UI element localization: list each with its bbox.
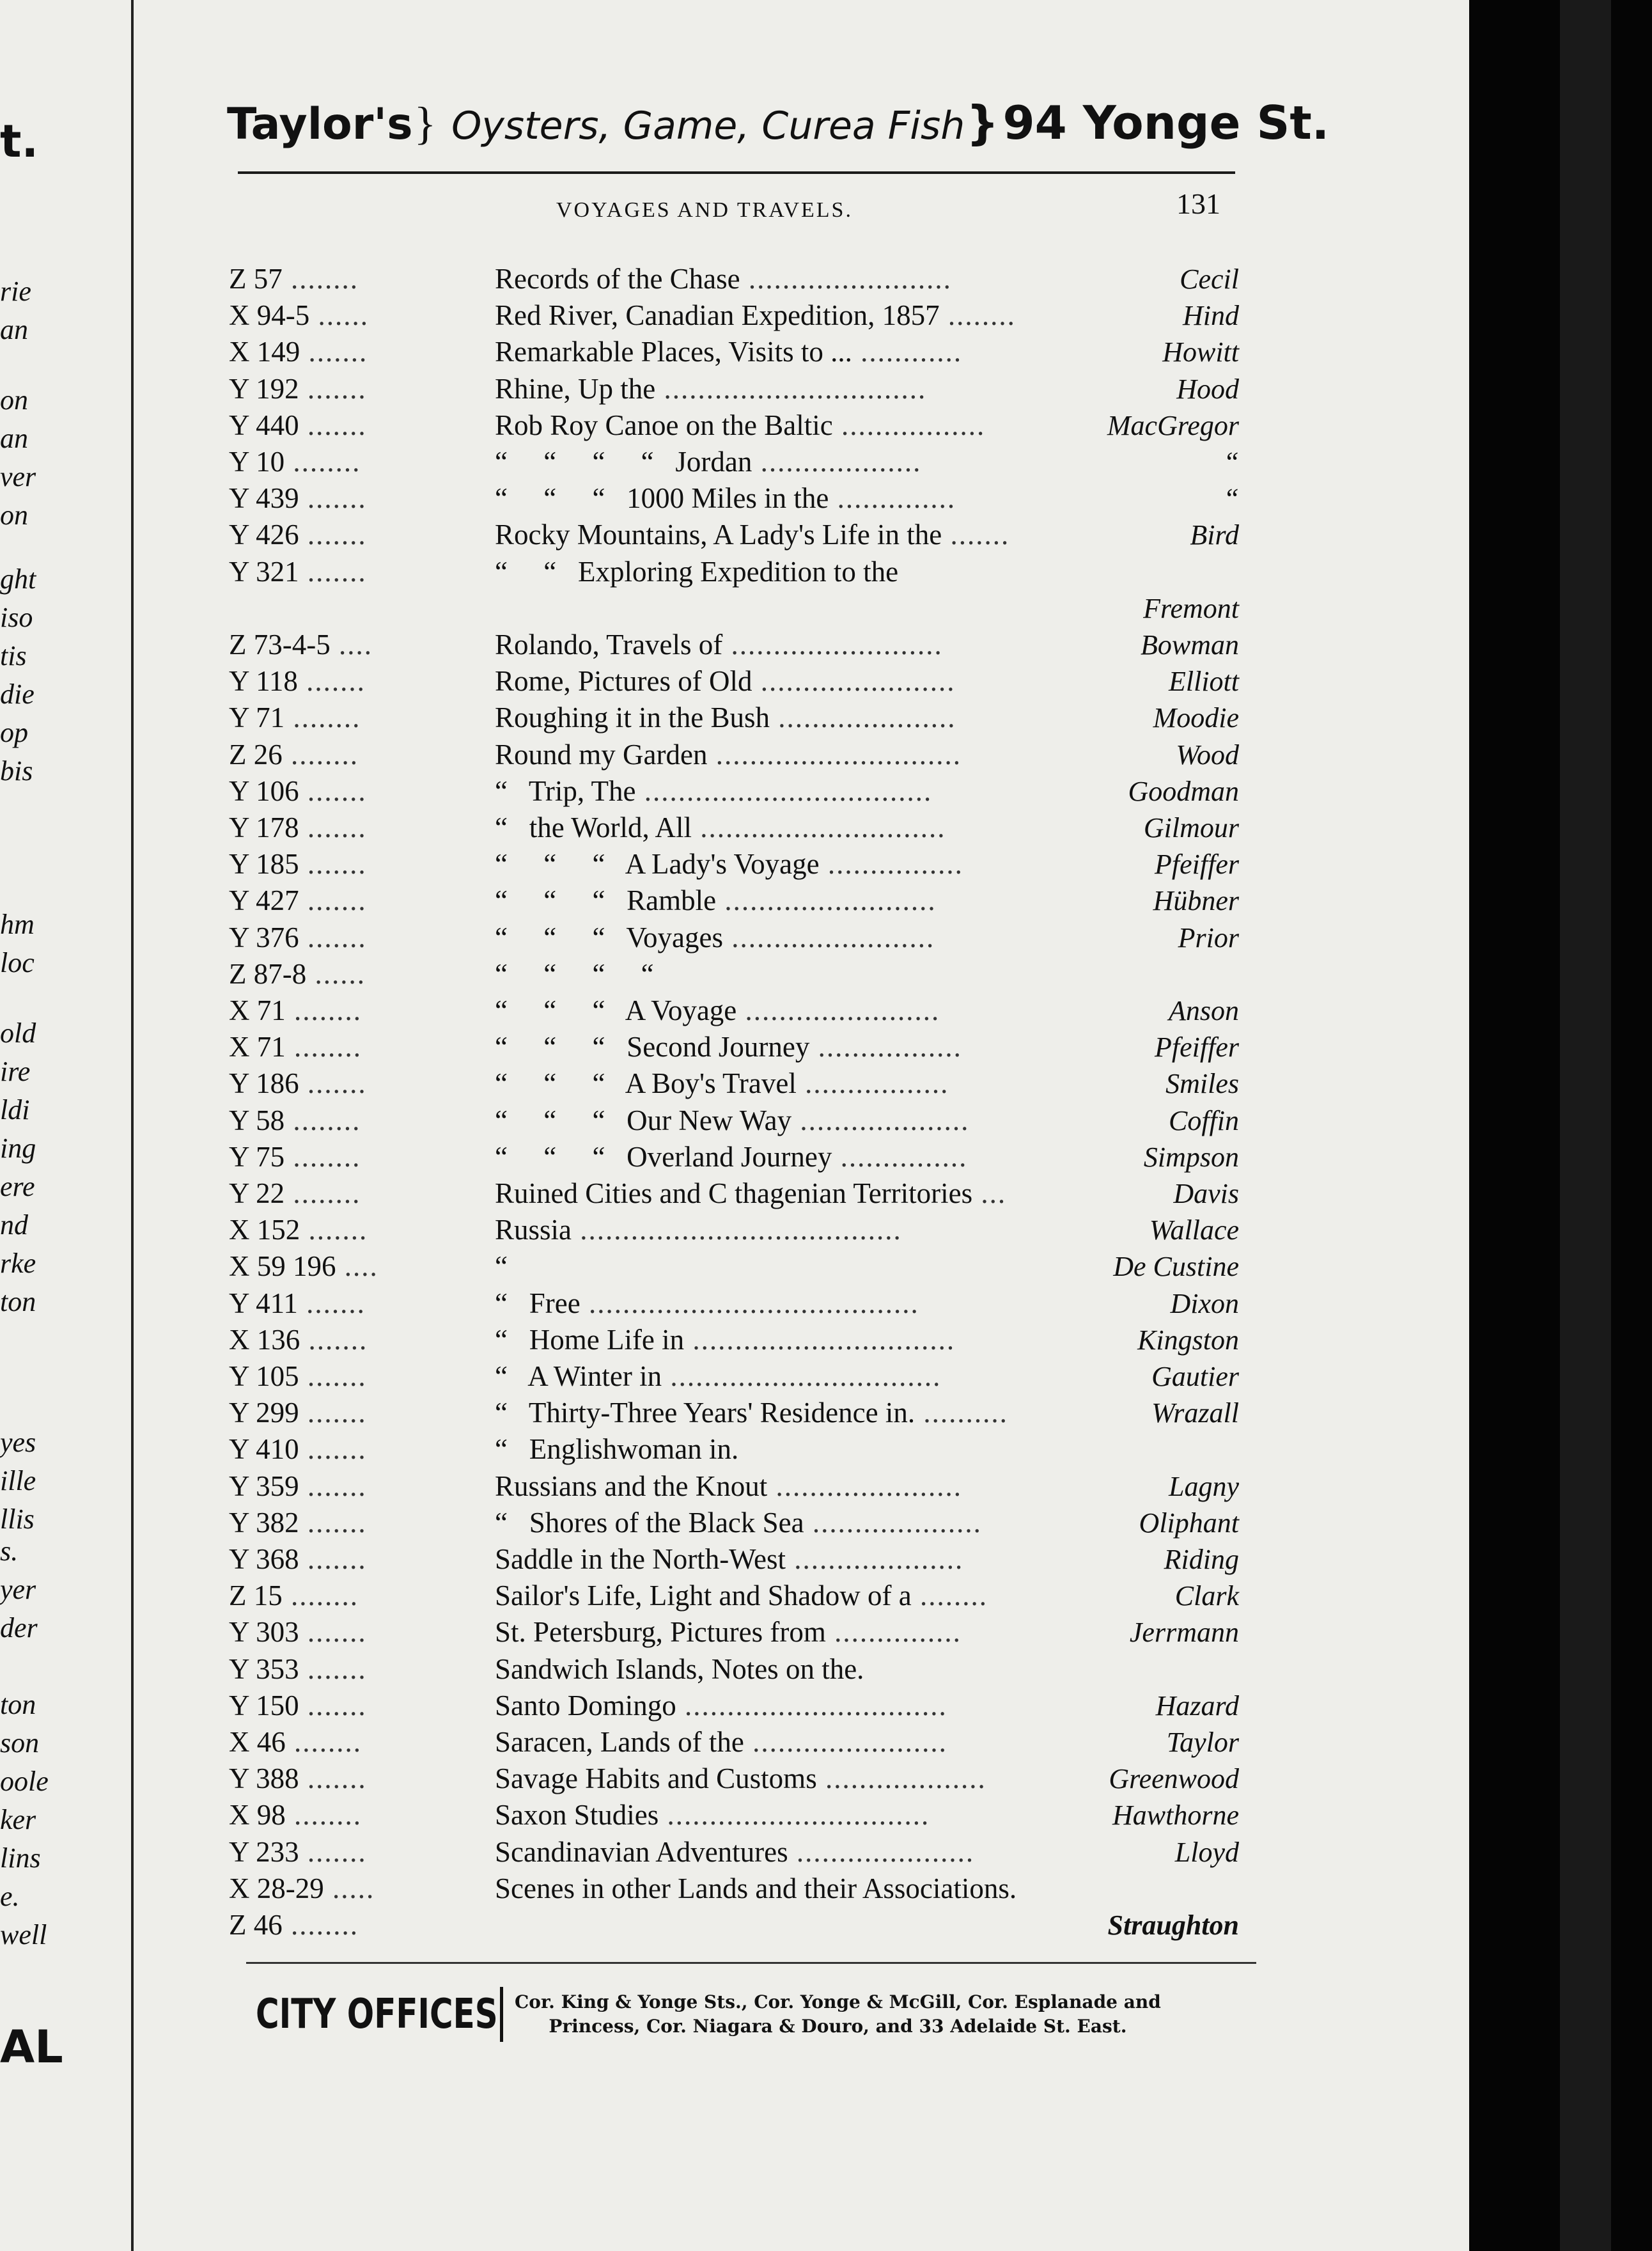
- entry-title: Saxon Studies ...............................: [495, 1799, 930, 1831]
- catalog-entry: [229, 1210, 1239, 1246]
- margin-fragment: yes: [0, 1427, 36, 1458]
- catalog-entry: [229, 1429, 1239, 1466]
- catalog-entry: [229, 1832, 1239, 1869]
- entry-title: Sandwich Islands, Notes on the.: [495, 1653, 864, 1685]
- call-number: Y 376 .......: [229, 922, 367, 953]
- margin-fragment: ire: [0, 1056, 31, 1087]
- call-number: Y 368 .......: [229, 1543, 367, 1575]
- entry-author: Gilmour: [1143, 812, 1239, 843]
- margin-fragment: ton: [0, 1286, 36, 1317]
- call-number: Z 15 ........: [229, 1580, 359, 1612]
- catalog-entry: [229, 478, 1239, 515]
- call-number: Y 192 .......: [229, 373, 367, 405]
- ditto-marks: “ “ “ “: [495, 958, 676, 990]
- entry-author: Moodie: [1153, 702, 1239, 733]
- entry-title: “ “ Exploring Expedition to the: [495, 556, 899, 588]
- call-number: Y 71 ........: [229, 702, 361, 733]
- call-number: Y 321 .......: [229, 556, 367, 588]
- entry-author: Clark: [1174, 1580, 1239, 1612]
- ditto-marks: “ “ “: [495, 1104, 627, 1136]
- ditto-marks: “ “ “: [495, 848, 625, 880]
- entry-author: Smiles: [1165, 1068, 1239, 1099]
- ditto-marks: “: [495, 1287, 529, 1319]
- call-number: Y 440 .......: [229, 409, 367, 441]
- call-number: Y 439 .......: [229, 482, 367, 514]
- entry-title: Savage Habits and Customs ...................: [495, 1762, 986, 1794]
- call-number: Y 299 .......: [229, 1397, 367, 1429]
- entry-title: Russians and the Knout ......................: [495, 1470, 962, 1502]
- call-number: Y 118 .......: [229, 665, 366, 697]
- margin-fragment: tis: [0, 640, 27, 671]
- catalog-entry: [229, 1466, 1239, 1503]
- entry-author: Taylor: [1166, 1727, 1239, 1758]
- catalog-entry: [229, 1101, 1239, 1137]
- catalog-entry: [229, 515, 1239, 551]
- entry-author: Kingston: [1137, 1324, 1239, 1356]
- call-number: Z 26 ........: [229, 739, 359, 771]
- header-address: }94 Yonge St.: [966, 96, 1330, 150]
- catalog-entry: [229, 405, 1239, 442]
- entry-author: De Custine: [1113, 1251, 1239, 1282]
- ditto-marks: “ “ “: [495, 1141, 627, 1173]
- entry-title: “ A Winter in ................................: [495, 1360, 942, 1392]
- call-number: X 136 .......: [229, 1324, 368, 1356]
- call-number: Y 359 .......: [229, 1470, 367, 1502]
- call-number: X 94-5 ......: [229, 299, 369, 331]
- margin-fragment: der: [0, 1612, 38, 1643]
- entry-title: “ “ “ A Lady's Voyage ................: [495, 848, 963, 880]
- call-number: Y 185 .......: [229, 848, 367, 880]
- entry-title: Sailor's Life, Light and Shadow of a ........: [495, 1580, 988, 1612]
- entry-title: Rolando, Travels of .........................: [495, 629, 943, 661]
- margin-fragment: s.: [0, 1535, 19, 1567]
- entry-author: Pfeiffer: [1155, 849, 1239, 880]
- ditto-marks: “ “ “ “: [495, 446, 676, 478]
- call-number: X 59 196 ....: [229, 1250, 378, 1282]
- margin-fragment: lins: [0, 1842, 41, 1874]
- margin-fragment: rie: [0, 276, 31, 307]
- catalog-entry: [229, 1356, 1239, 1393]
- call-number: Y 388 .......: [229, 1762, 367, 1794]
- entry-title: Scandinavian Adventures .....................: [495, 1836, 975, 1868]
- entry-title: Saddle in the North-West ....................: [495, 1543, 964, 1575]
- entry-title: Rob Roy Canoe on the Baltic .................: [495, 409, 986, 441]
- ditto-marks: “: [495, 812, 529, 843]
- entry-title: “ “ “ A Voyage .......................: [495, 994, 940, 1026]
- margin-fragment: rke: [0, 1248, 36, 1279]
- entry-author: “: [1223, 446, 1239, 478]
- ditto-marks: “: [495, 1433, 529, 1465]
- call-number: Y 58 ........: [229, 1104, 361, 1136]
- ditto-marks: “ “ “: [495, 922, 627, 953]
- entry-author: Wood: [1176, 739, 1239, 771]
- page-footer-advertisement: [256, 1976, 1266, 2053]
- entry-title: Scenes in other Lands and their Associations.: [495, 1872, 1017, 1904]
- entry-author: Wrazall: [1151, 1397, 1239, 1429]
- call-number: X 46 ........: [229, 1726, 362, 1758]
- footer-address-line-2: Princess, Cor. Niagara & Douro, and 33 Adelaide St. East.: [549, 2016, 1127, 2037]
- call-number: Y 411 .......: [229, 1287, 366, 1319]
- margin-fragment: old: [0, 1017, 36, 1049]
- call-number: Y 106 .......: [229, 775, 367, 807]
- catalog-entry: [229, 1063, 1239, 1100]
- entry-author: Straughton: [1107, 1910, 1239, 1941]
- catalog-entry: [229, 808, 1239, 844]
- entry-title: Roughing it in the Bush .....................: [495, 702, 956, 733]
- margin-fragment: AL: [0, 2021, 63, 2073]
- entry-title: “ “ “ Overland Journey ...............: [495, 1141, 968, 1173]
- catalog-entry: [229, 1539, 1239, 1576]
- call-number: Z 46 ........: [229, 1909, 359, 1941]
- entry-title: Rhine, Up the ...............................: [495, 373, 927, 405]
- call-number: Y 186 .......: [229, 1067, 367, 1099]
- entry-title: Remarkable Places, Visits to ... ............: [495, 336, 963, 368]
- margin-fragment: ver: [0, 461, 36, 492]
- margin-fragment: ton: [0, 1689, 36, 1720]
- scan-page-edge: [1560, 0, 1611, 2251]
- page-number: 131: [1176, 187, 1220, 220]
- ditto-marks: “: [495, 775, 529, 807]
- catalog-entry: [229, 332, 1239, 368]
- header-brace: }: [414, 98, 437, 149]
- catalog-entry: [229, 1612, 1239, 1649]
- margin-fragment: llis: [0, 1503, 35, 1535]
- margin-fragment: t.: [0, 115, 39, 168]
- margin-fragment: e.: [0, 1881, 20, 1912]
- entry-author: Coffin: [1168, 1105, 1239, 1136]
- entry-title: “ “ “ Second Journey .................: [495, 1031, 962, 1063]
- entry-author: Gautier: [1151, 1361, 1239, 1392]
- entry-author: Lloyd: [1174, 1837, 1239, 1868]
- catalog-entry: [229, 1246, 1239, 1283]
- margin-fragment: an: [0, 423, 28, 454]
- ditto-marks: “: [495, 1397, 529, 1429]
- margin-fragment: oole: [0, 1766, 49, 1797]
- entry-author: Simpson: [1143, 1141, 1239, 1173]
- entry-author: Bird: [1190, 519, 1239, 551]
- entry-title: “ “ “ Voyages ........................: [495, 922, 935, 953]
- call-number: Z 87-8 ......: [229, 958, 366, 990]
- catalog-entry: [229, 771, 1239, 808]
- entry-title: “ Thirty-Three Years' Residence in. ..........: [495, 1397, 1008, 1429]
- catalog-entry: [229, 881, 1239, 917]
- catalog-entry: [229, 295, 1239, 332]
- entry-title: “ “ “ Ramble .........................: [495, 884, 937, 916]
- entry-title: “ the World, All .............................: [495, 812, 946, 843]
- entry-title: “ “ “ Our New Way ....................: [495, 1104, 970, 1136]
- catalog-entry: [229, 954, 1239, 991]
- call-number: Y 105 .......: [229, 1360, 367, 1392]
- entry-title: Ruined Cities and C thagenian Territories ...: [495, 1177, 1007, 1209]
- margin-fragment: loc: [0, 947, 35, 978]
- section-title: VOYAGES AND TRAVELS.: [556, 198, 853, 222]
- catalog-entry: [229, 552, 1239, 588]
- catalog-entry: [229, 625, 1239, 661]
- call-number: X 149 .......: [229, 336, 368, 368]
- margin-fragment: on: [0, 499, 28, 531]
- call-number: Y 75 ........: [229, 1141, 361, 1173]
- entry-author: Cecil: [1180, 263, 1239, 295]
- call-number: X 71 ........: [229, 1031, 362, 1063]
- entry-author: Pfeiffer: [1155, 1031, 1239, 1063]
- entry-title: “ Home Life in ...............................: [495, 1324, 956, 1356]
- margin-fragment: ght: [0, 563, 36, 595]
- footer-label: CITY OFFICES: [256, 1991, 498, 2038]
- entry-author: Anson: [1169, 995, 1239, 1026]
- catalog-entry: [229, 369, 1239, 405]
- entry-title: “ Shores of the Black Sea ....................: [495, 1507, 982, 1539]
- ditto-marks: “ “ “: [495, 994, 625, 1026]
- catalog-entry: [229, 588, 1239, 625]
- catalog-entry: [229, 442, 1239, 478]
- call-number: Y 353 .......: [229, 1653, 367, 1685]
- catalog-entry: [229, 991, 1239, 1027]
- entry-author: Hübner: [1153, 885, 1239, 916]
- entry-title: “ “ “ “ Jordan ...................: [495, 446, 922, 478]
- catalog-entry: [229, 259, 1239, 295]
- catalog-entry: [229, 1905, 1239, 1941]
- call-number: Y 382 .......: [229, 1507, 367, 1539]
- entry-title: Rome, Pictures of Old .......................: [495, 665, 956, 697]
- entry-author: Greenwood: [1109, 1763, 1239, 1794]
- entry-author: Davis: [1173, 1178, 1239, 1209]
- margin-fragment: ere: [0, 1171, 35, 1202]
- ditto-marks: “ “ “: [495, 884, 627, 916]
- footer-divider: [500, 1987, 503, 2042]
- catalog-entry: [229, 1722, 1239, 1759]
- entry-title: Saracen, Lands of the .......................: [495, 1726, 947, 1758]
- entry-title: Rocky Mountains, A Lady's Life in the .......: [495, 519, 1010, 551]
- entry-author: Hind: [1183, 300, 1239, 331]
- margin-fragment: an: [0, 314, 28, 345]
- catalog-entry: [229, 1027, 1239, 1063]
- margin-fragment: yer: [0, 1574, 36, 1605]
- entry-author: Prior: [1178, 922, 1239, 953]
- entry-title: Red River, Canadian Expedition, 1857 ........: [495, 299, 1016, 331]
- entry-author: Jerrmann: [1129, 1617, 1239, 1648]
- margin-fragment: nd: [0, 1209, 28, 1241]
- call-number: Y 410 .......: [229, 1433, 367, 1465]
- entry-title: “ “ “ A Boy's Travel .................: [495, 1067, 949, 1099]
- entry-title: Round my Garden .............................: [495, 739, 962, 771]
- footer-address-line-1: Cor. King & Yonge Sts., Cor. Yonge & McGill, Cor. Esplanade and: [515, 1991, 1161, 2012]
- entry-title: Russia ......................................: [495, 1214, 902, 1246]
- call-number: Z 57 ........: [229, 263, 359, 295]
- entry-title: “ Englishwoman in.: [495, 1433, 739, 1465]
- catalog-entry: [229, 1320, 1239, 1356]
- entry-title: [495, 1250, 529, 1283]
- entry-author: Hood: [1176, 373, 1239, 405]
- call-number: Y 233 .......: [229, 1836, 367, 1868]
- call-number: Y 22 ........: [229, 1177, 361, 1209]
- call-number: Z 73-4-5 ....: [229, 629, 373, 661]
- entry-title: Santo Domingo ...............................: [495, 1690, 947, 1722]
- catalog-entry: [229, 1686, 1239, 1722]
- catalog-entry: [229, 1649, 1239, 1686]
- catalog-entry: [229, 735, 1239, 771]
- footer-addresses: [515, 1990, 1161, 2039]
- footer-rule: [246, 1962, 1256, 1964]
- call-number: Y 427 .......: [229, 884, 367, 916]
- entry-author: Oliphant: [1139, 1507, 1239, 1539]
- margin-fragment: ing: [0, 1133, 36, 1164]
- ditto-marks: “ “: [495, 556, 578, 588]
- entry-author: Goodman: [1128, 776, 1239, 807]
- entry-author: Bowman: [1141, 629, 1239, 661]
- margin-fragment: son: [0, 1727, 40, 1759]
- margin-fragment: ker: [0, 1804, 36, 1835]
- margin-fragment: bis: [0, 755, 33, 787]
- margin-fragment: op: [0, 717, 28, 748]
- margin-fragment: ille: [0, 1465, 36, 1496]
- entry-author: Riding: [1164, 1544, 1239, 1575]
- ditto-marks: “: [495, 1324, 529, 1356]
- entry-author: Howitt: [1162, 336, 1239, 368]
- entry-author: “: [1223, 483, 1239, 514]
- call-number: X 98 ........: [229, 1799, 362, 1831]
- ditto-marks: “: [495, 1507, 529, 1539]
- call-number: Y 150 .......: [229, 1690, 367, 1722]
- margin-fragment: hm: [0, 909, 35, 940]
- ditto-marks: “ “ “: [495, 482, 627, 514]
- entry-author: Fremont: [1143, 593, 1239, 624]
- header-goods: Oysters, Game, Curea Fish: [451, 104, 965, 148]
- catalog-entry: [229, 1759, 1239, 1795]
- ditto-marks: “ “ “: [495, 1067, 625, 1099]
- entry-author: MacGregor: [1107, 410, 1239, 441]
- margin-fragment: ldi: [0, 1094, 30, 1126]
- call-number: Y 10 ........: [229, 446, 361, 478]
- entry-author: Lagny: [1169, 1471, 1239, 1502]
- entry-title: St. Petersburg, Pictures from ...............: [495, 1616, 962, 1648]
- catalog-entry: [229, 1503, 1239, 1539]
- catalog-entry: [229, 918, 1239, 954]
- entry-author: Dixon: [1170, 1288, 1239, 1319]
- call-number: X 28-29 .....: [229, 1872, 375, 1904]
- entry-title: [495, 957, 675, 991]
- entry-author: Wallace: [1149, 1214, 1239, 1246]
- margin-fragment: on: [0, 384, 28, 416]
- header-brand: Taylor's: [227, 99, 413, 150]
- call-number: X 152 .......: [229, 1214, 368, 1246]
- catalog-entry: [229, 1173, 1239, 1210]
- ditto-marks: “: [495, 1360, 528, 1392]
- ditto-marks: “ “ “: [495, 1031, 627, 1063]
- entry-author: Elliott: [1169, 666, 1239, 697]
- catalog-entry: [229, 1576, 1239, 1612]
- call-number: Y 426 .......: [229, 519, 367, 551]
- catalog-entry: [229, 844, 1239, 881]
- entry-title: “ Trip, The ..................................: [495, 775, 933, 807]
- margin-fragment: well: [0, 1919, 47, 1950]
- entry-title: “ “ “ 1000 Miles in the ..............: [495, 482, 956, 514]
- margin-fragment: die: [0, 678, 35, 710]
- entry-title: Records of the Chase ........................: [495, 263, 952, 295]
- catalog-entry: [229, 1283, 1239, 1320]
- catalog-entry: [229, 1393, 1239, 1429]
- call-number: Y 178 .......: [229, 812, 367, 843]
- call-number: Y 303 .......: [229, 1616, 367, 1648]
- call-number: X 71 ........: [229, 994, 362, 1026]
- entry-author: Hawthorne: [1112, 1800, 1239, 1831]
- margin-fragment: iso: [0, 602, 33, 633]
- entry-title: “ Free .......................................: [495, 1287, 919, 1319]
- catalog-entry: [229, 1869, 1239, 1905]
- entry-author: Hazard: [1155, 1690, 1239, 1722]
- catalog-entry: [229, 661, 1239, 698]
- ditto-marks: “: [495, 1250, 529, 1282]
- catalog-entry: [229, 698, 1239, 734]
- catalog-entry: [229, 1795, 1239, 1831]
- catalog-entry: [229, 1137, 1239, 1173]
